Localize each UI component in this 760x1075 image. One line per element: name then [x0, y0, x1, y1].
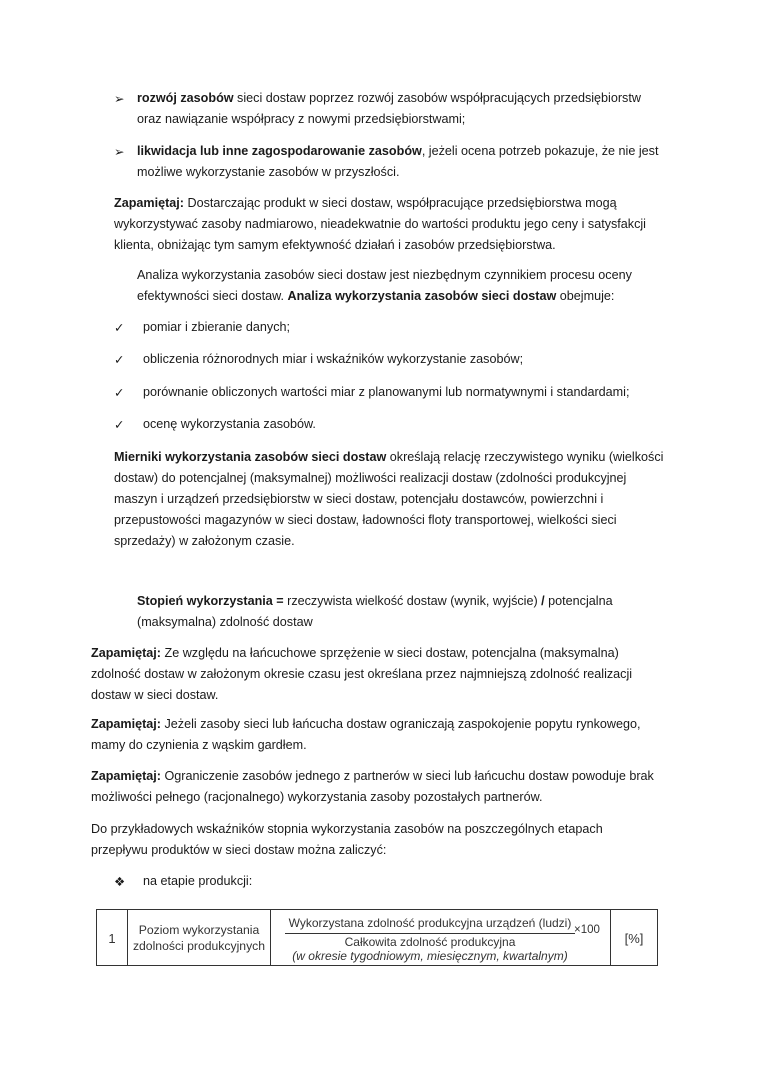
- term-likwidacja: likwidacja lub inne zagospodarowanie zasobów: [137, 144, 422, 158]
- formula-denominator: Całkowita zdolność produkcyjna: [344, 935, 516, 949]
- list-item-analysis: porównanie obliczonych wartości miar z planowanymi lub normatywnymi i standardami;: [143, 385, 630, 399]
- arrow-bullet-icon: ➢: [114, 144, 125, 159]
- table-row-number: 1: [97, 910, 128, 965]
- fraction-line: [285, 933, 575, 934]
- utilization-formula: Stopień wykorzystania = rzeczywista wielkość dostaw (wynik, wyjście) / potencjalna (maksymalna) zdolność dostaw: [137, 594, 613, 629]
- note-remember-3: Zapamiętaj: Jeżeli zasoby sieci lub łańcucha dostaw ograniczają zaspokojenie popytu rynkowego, mamy do czynienia z wąskim gardłem.: [91, 717, 641, 752]
- indicator-unit: [%]: [624, 931, 644, 946]
- note-label: Zapamiętaj:: [91, 646, 161, 660]
- list-item-analysis: obliczenia różnorodnych miar i wskaźników wykorzystanie zasobów;: [143, 352, 524, 366]
- checkmark-bullet-icon: ✓: [114, 320, 125, 335]
- note-remember-1: Zapamiętaj: Dostarczając produkt w sieci dostaw, współpracujące przedsiębiorstwa mogą wykorzystywać zasoby nadmiarowo, nieadekwatnie do wartości produktu jego ceny i satysfakcji klienta, obniżając tym samym efektywność działań i zasobów przedsiębiorstwa.: [114, 196, 646, 252]
- checkmark-bullet-icon: ✓: [114, 352, 125, 367]
- indicators-intro-paragraph: Do przykładowych wskaźników stopnia wykorzystania zasobów na poszczególnych etapach przepływu produktów w sieci dostaw można zaliczyć:: [91, 822, 603, 857]
- note-remember-2: Zapamiętaj: Ze względu na łańcuchowe sprzężenie w sieci dostaw, potencjalna (maksymalna) zdolność dostaw w założonym okresie czasu jest określana przez najmniejszą zdolność realizacji dostaw w sieci dostaw.: [91, 646, 633, 702]
- indicator-table: [96, 909, 658, 966]
- formula-period-note: (w okresie tygodniowym, miesięcznym, kwartalnym): [292, 949, 568, 963]
- stage-label: na etapie produkcji:: [143, 874, 253, 888]
- list-item-analysis: pomiar i zbieranie danych;: [143, 320, 291, 334]
- indicator-name: Poziom wykorzystania zdolności produkcyjnych: [128, 910, 271, 965]
- list-item-analysis: ocenę wykorzystania zasobów.: [143, 417, 316, 431]
- term-mierniki: Mierniki wykorzystania zasobów sieci dostaw: [114, 450, 387, 464]
- term-rozwoj-zasobow: rozwój zasobów: [137, 91, 234, 105]
- measures-paragraph: Mierniki wykorzystania zasobów sieci dostaw określają relację rzeczywistego wyniku (wielkości dostaw) do potencjalnej (maksymalnej) możliwości realizacji dostaw (zdolności produkcyjnej maszyn i urządzeń przedsiębiorstw w sieci dostaw, potencjału dostawców, powierzchni i przepustowości magazynów w sieci dostaw, ładowności floty transportowej, wielkości sieci sprzedaży) w założonym czasie.: [114, 450, 664, 548]
- note-label: Zapamiętaj:: [114, 196, 184, 210]
- formula-multiplier: ×100: [574, 924, 600, 936]
- checkmark-bullet-icon: ✓: [114, 385, 125, 400]
- analysis-intro-paragraph: Analiza wykorzystania zasobów sieci dostaw jest niezbędnym czynnikiem procesu oceny efektywności sieci dostaw. Analiza wykorzystania zasobów sieci dostaw obejmuje:: [137, 268, 632, 303]
- list-item-resource-development: rozwój zasobów sieci dostaw poprzez rozwój zasobów współpracujących przedsiębiorstw oraz nawiązanie współpracy z nowymi przedsiębiorstwami;: [137, 91, 641, 126]
- diamond-bullet-icon: ❖: [114, 874, 126, 889]
- checkmark-bullet-icon: ✓: [114, 417, 125, 432]
- list-item-resource-liquidation: likwidacja lub inne zagospodarowanie zasobów, jeżeli ocena potrzeb pokazuje, że nie jest możliwe wykorzystanie zasobów w przyszłości.: [137, 144, 659, 179]
- note-remember-4: Zapamiętaj: Ograniczenie zasobów jednego z partnerów w sieci lub łańcuchu dostaw powoduje brak możliwości pełnego (racjonalnego) wykorzystania zasoby pozostałych partnerów.: [91, 769, 654, 804]
- formula-numerator: Wykorzystana zdolność produkcyjna urządzeń (ludzi): [288, 916, 572, 930]
- arrow-bullet-icon: ➢: [114, 91, 125, 106]
- indicator-formula: [271, 910, 611, 965]
- note-label: Zapamiętaj:: [91, 717, 161, 731]
- note-label: Zapamiętaj:: [91, 769, 161, 783]
